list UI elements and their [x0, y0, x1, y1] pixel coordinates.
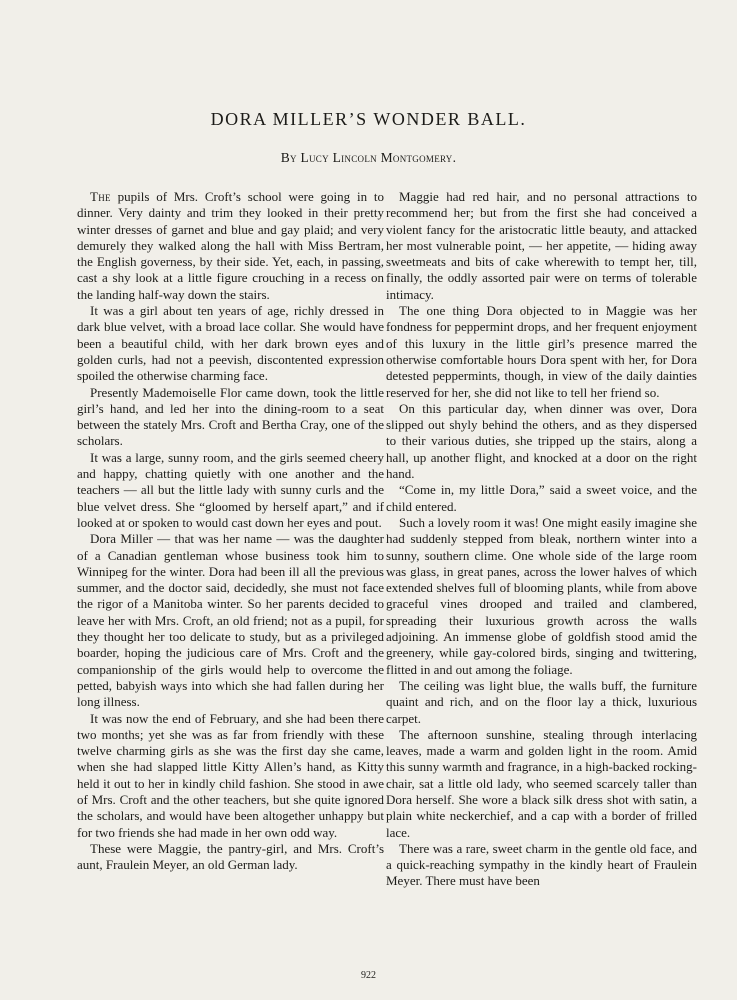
paragraph: These were Maggie, the pantry-girl, and Mrs. Croft’s aunt, Fraulein Meyer, an old German lady.	[77, 840, 384, 873]
paragraph: It was a girl about ten years of age, richly dressed in dark blue velvet, with a broad lace collar. She would have been a beautiful child, with her dark brown eyes and golden curls, had not a peevish, discontented expression spoiled the otherwise charming face.	[77, 303, 384, 384]
paragraph: On this particular day, when dinner was over, Dora slipped out shyly behind the others, and as they dispersed to their various duties, she tripped up the stairs, along a hall, up another flight, and knocked at a door on the right hand.	[386, 400, 697, 482]
paragraph: Such a lovely room it was! One might easily imagine she had suddenly stepped from bleak, northern winter into a sunny, southern clime. One whole side of the large room was glass, in great panes, across the lower halves of which extended shelves full of blooming plants, while from above graceful vines drooped and trailed and clambered, spreading their luxurious growth across the walls adjoining. An immense globe of goldfish stood amid the greenery, while gay-colored birds, singing and twittering, flitted in and out among the foliage.	[386, 514, 697, 677]
paragraph: Dora Miller — that was her name — was the daughter of a Canadian gentleman whose business took him to Winnipeg for the winter. Dora had been ill all the previous summer, and the doctor said, decidedly, she must not face the rigor of a Manitoba winter. So her parents decided to leave her with Mrs. Croft, an old friend; not as a pupil, for they thought her too delicate to study, but as a privileged boarder, hoping the judicious care of Mrs. Croft and the companionship of the girls would help to overcome the petted, babyish ways into which she had fallen during her long illness.	[77, 531, 384, 710]
lead-word: The	[90, 189, 111, 204]
paragraph: The ceiling was light blue, the walls buff, the furniture quaint and rich, and on the floor lay a thick, luxurious carpet.	[386, 677, 697, 726]
paragraph: Presently Mademoiselle Flor came down, took the little girl’s hand, and led her into the dining-room to a seat between the stately Mrs. Croft and Bertha Cray, one of the scholars.	[77, 384, 384, 449]
paragraph	[77, 189, 384, 303]
article-title: DORA MILLER’S WONDER BALL.	[210, 109, 527, 129]
paragraph-text: pupils of Mrs. Croft’s school were going in to dinner. Very dainty and trim they looked in their pretty winter dresses of garnet and blue and gay plaid; and very demurely they walked along the hall with Miss Bertram, the English governess, by their side. Yet, each, in passing, cast a shy look at a little figure crouching in a recess on the landing half-way down the stairs.	[77, 189, 384, 302]
left-column	[77, 189, 384, 873]
paragraph: “Come in, my little Dora,” said a sweet voice, and the child entered.	[386, 482, 697, 514]
paragraph: The afternoon sunshine, stealing through interlacing leaves, made a warm and golden light in the room. Amid this sunny warmth and fragrance, in a high-backed rocking-chair, sat a little old lady, who seemed scarcely taller than Dora herself. She wore a black silk dress shot with satin, a plain white neckerchief, and a cap with a border of frilled lace.	[386, 726, 697, 840]
article-byline: By Lucy Lincoln Montgomery.	[280, 150, 457, 165]
page-number: 922	[361, 970, 376, 981]
paragraph: The one thing Dora objected to in Maggie was her fondness for peppermint drops, and her frequent enjoyment of this luxury in the little girl’s presence marred the otherwise comfortable hours Dora spent with her, for Dora detested peppermints, though, in view of the daily dainties reserved for her, she did not like to tell her friend so.	[386, 303, 697, 400]
paragraph: It was a large, sunny room, and the girls seemed cheery and happy, chatting quietly with one another and the teachers — all but the little lady with sunny curls and the blue velvet dress. She “gloomed by herself apart,” and if looked at or spoken to would cast down her eyes and pout.	[77, 449, 384, 530]
paragraph: It was now the end of February, and she had been there two months; yet she was as far from friendly with these twelve charming girls as she was the first day she came, when she had slapped little Kitty Allen’s hand, as Kitty held it out to her in kindly child fashion. She stood in awe of Mrs. Croft and the other teachers, but she quite ignored the scholars, and would have been altogether unhappy but for two friends she had made in her own odd way.	[77, 710, 384, 840]
paragraph: There was a rare, sweet charm in the gentle old face, and a quick-reaching sympathy in the kindly heart of Fraulein Meyer. There must have been	[386, 840, 697, 889]
right-column	[386, 189, 697, 890]
paragraph: Maggie had red hair, and no personal attractions to recommend her; but from the first she had conceived a violent fancy for the aristocratic little beauty, and attacked her most vulnerable point, — her appetite, — hiding away sweetmeats and bits of cake wherewith to tempt her, till, finally, the oddly assorted pair were on terms of tolerable intimacy.	[386, 189, 697, 302]
